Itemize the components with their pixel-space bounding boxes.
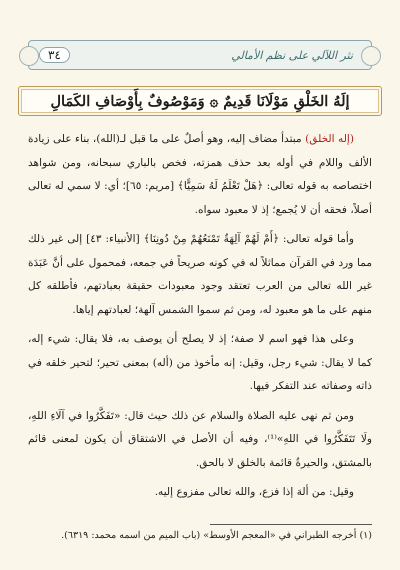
running-title: نثر اللآلي على نظم الأمالي (231, 48, 353, 62)
page-number: ٣٤ (39, 47, 70, 63)
body-text (28, 128, 372, 511)
footnote: (١) أخرجه الطبراني في «المعجم الأوسط» (باب الميم من اسمه محمد: ٦٣١٩). (61, 530, 372, 541)
header-ornament-right (361, 46, 381, 66)
paragraph-5: وقيل: من ألهَ إذا فزع، والله تعالى مفزوع إليه. (154, 486, 354, 498)
paragraph-4: ومن ثم نهى عليه الصلاة والسلام عن ذلك حيث قال: «تَفَكَّرُوا في آلَاءِ اللهِ، ولَا تَتَفَكَّرُوا في اللهِ»⁽¹⁾، وفيه أن الأصل في الاشتقاق أن يكون لمعنى قائم بالمشتق، والحيرةُ قائمة بالخلق لا بالحق. (28, 409, 372, 469)
verse-banner (18, 86, 382, 116)
verse-text: إلَهُ الخَلْقِ مَوْلَانَا قَدِيمٌ ۞ وَمَوْصُوفٌ بِأَوْصَافِ الكَمَالِ (50, 92, 350, 110)
paragraph-2: وأما قوله تعالى: ﴿أَمْ لَهُمْ آلِهَةٌ تَمْنَعُهُمْ مِنْ دُونِنَا﴾ [الأنبياء: ٤٣] إلى غير ذلك مما ورد في القرآن مماثلاً له في كونه صريحاً في جمعه، فمحمول على أنَّ عَبَدَة غير الله تعالى من العرب تعتقد وجود معبودات حقيقة بعبادتهم، فأطلقه كل منهم على ما هو معبود له، ومن ثم سموا الشمس آلهة؛ لعبادتهم إياها. (28, 233, 372, 316)
running-header (28, 40, 372, 70)
defined-term: (إله الخلق) (305, 133, 354, 145)
paragraph-1 (28, 128, 372, 222)
paragraph-1-text: مبتدأ مضاف إليه، وهو أصلٌ على ما قبل لـ(الله)، بناء على زيادة الألف واللام في أوله بعد حذف همزته، فخص بالباري سبحانه، ومن شواهد اختصاصه به قوله تعالى: ﴿هَلْ تَعْلَمُ لَهُ سَمِيًّا﴾ [مريم: ٦٥]؛ أي: لا سمي له تعالى أصلاً، فحقه أن لا يُجمع؛ إذ لا معبود سواه. (28, 133, 372, 216)
footnote-divider (210, 524, 372, 525)
header-ornament-left (19, 46, 39, 66)
paragraph-3: وعلى هذا فهو اسم لا صفة؛ إذ لا يصلح أن يوصف به، فلا يقال: شيء إله، كما لا يقال: شيء رجل، وقيل: إنه مأخوذ من (أله) بمعنى تحير؛ لتحير خلقه في ذاته وصفاته عند التفكر فيها. (28, 333, 372, 392)
